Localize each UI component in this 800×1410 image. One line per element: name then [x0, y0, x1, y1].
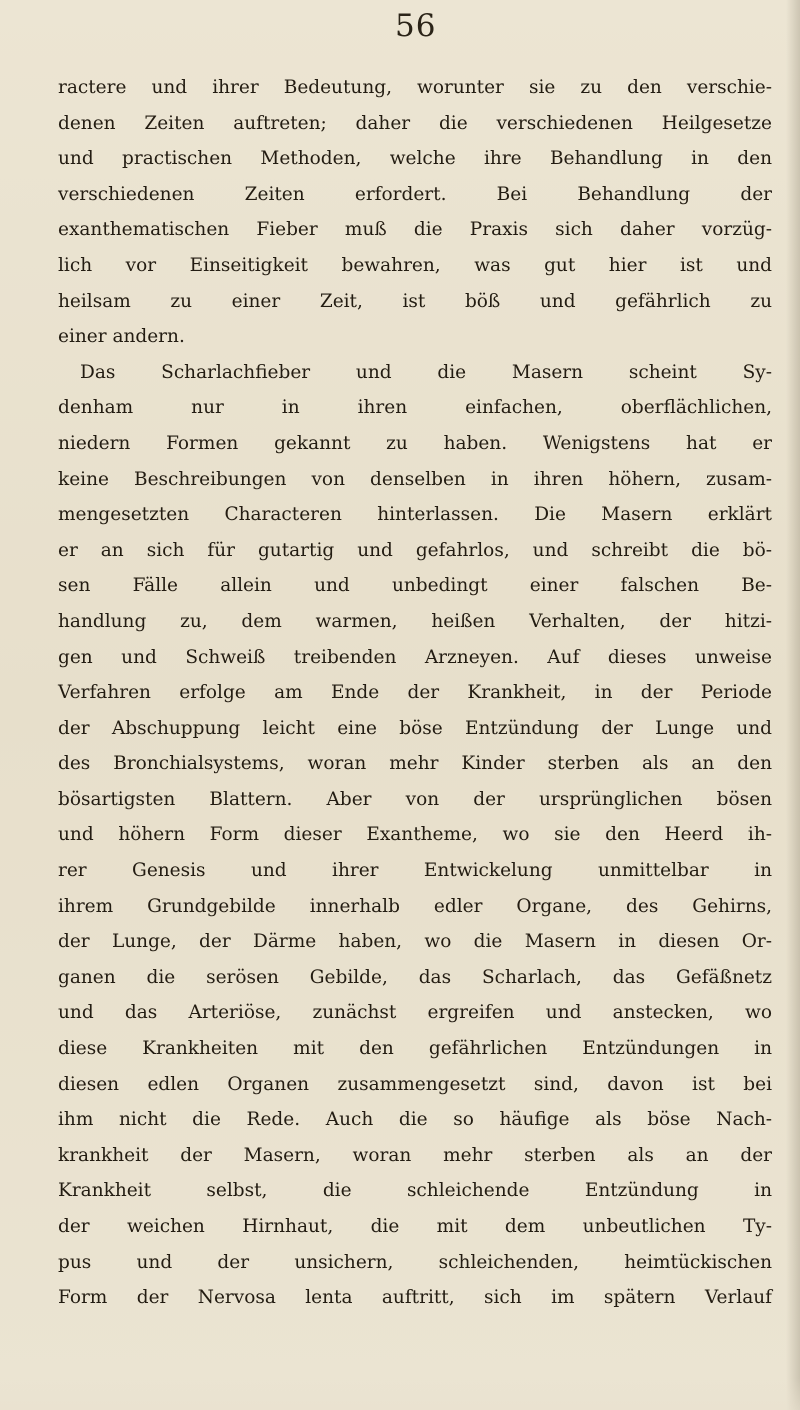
text-line: ihm nicht die Rede. Auch die so häufige als böse Nach- [58, 1109, 772, 1131]
text-line: und das Arteriöse, zunächst ergreifen und anstecken, wo [58, 1002, 772, 1024]
text-line: der Lunge, der Därme haben, wo die Masern in diesen Or- [58, 931, 772, 953]
text-line: Das Scharlachfieber und die Masern scheint Sy- [80, 361, 772, 383]
text-line: keine Beschreibungen von denselben in ihren höhern, zusam- [58, 468, 772, 490]
text-line: exanthematischen Fieber muß die Praxis sich daher vorzüg- [58, 219, 772, 241]
text-line: des Bronchialsystems, woran mehr Kinder sterben als an den [58, 753, 772, 775]
text-line: ihrem Grundgebilde innerhalb edler Organe, des Gehirns, [58, 895, 772, 917]
text-line: der Abschuppung leicht eine böse Entzündung der Lunge und [58, 717, 772, 739]
text-line: Verfahren erfolge am Ende der Krankheit, in der Periode [58, 682, 772, 704]
text-line: Krankheit selbst, die schleichende Entzündung in [58, 1180, 772, 1202]
text-line: bösartigsten Blattern. Aber von der ursprünglichen bösen [58, 788, 772, 810]
text-line: diesen edlen Organen zusammengesetzt sind, davon ist bei [58, 1073, 772, 1095]
text-line: er an sich für gutartig und gefahrlos, und schreibt die bö- [58, 539, 772, 561]
page-bottom-fade [0, 1378, 800, 1410]
text-line: gen und Schweiß treibenden Arzneyen. Auf dieses unweise [58, 646, 772, 668]
text-line: pus und der unsichern, schleichenden, heimtückischen [58, 1251, 772, 1273]
text-line: sen Fälle allein und unbedingt einer falschen Be- [58, 575, 772, 597]
text-line: lich vor Einseitigkeit bewahren, was gut hier ist und [58, 254, 772, 276]
text-line: heilsam zu einer Zeit, ist böß und gefährlich zu [58, 290, 772, 312]
text-line: und practischen Methoden, welche ihre Behandlung in den [58, 148, 772, 170]
text-line: handlung zu, dem warmen, heißen Verhalten, der hitzi- [58, 610, 772, 632]
page-number: 56 [395, 8, 437, 44]
text-line: niedern Formen gekannt zu haben. Wenigstens hat er [58, 432, 772, 454]
text-line: und höhern Form dieser Exantheme, wo sie den Heerd ih- [58, 824, 772, 846]
text-line: rer Genesis und ihrer Entwickelung unmittelbar in [58, 860, 772, 882]
body-text [58, 70, 772, 1316]
text-line: krankheit der Masern, woran mehr sterben als an der [58, 1144, 772, 1166]
text-line: diese Krankheiten mit den gefährlichen Entzündungen in [58, 1038, 772, 1060]
text-line: Form der Nervosa lenta auftritt, sich im spätern Verlauf [58, 1287, 772, 1309]
text-line: der weichen Hirnhaut, die mit dem unbeutlichen Ty- [58, 1216, 772, 1237]
text-line: mengesetzten Characteren hinterlassen. Die Masern erklärt [58, 504, 772, 526]
page-edge-shadow [786, 0, 800, 1410]
text-line: denham nur in ihren einfachen, oberflächlichen, [58, 397, 772, 419]
text-line: verschiedenen Zeiten erfordert. Bei Behandlung der [58, 183, 772, 205]
text-line: ractere und ihrer Bedeutung, worunter sie zu den verschie- [58, 77, 772, 98]
text-line: ganen die serösen Gebilde, das Scharlach, das Gefäßnetz [58, 966, 772, 988]
text-line: denen Zeiten auftreten; daher die verschiedenen Heilgesetze [58, 112, 772, 134]
text-line: einer andern. [58, 326, 185, 348]
